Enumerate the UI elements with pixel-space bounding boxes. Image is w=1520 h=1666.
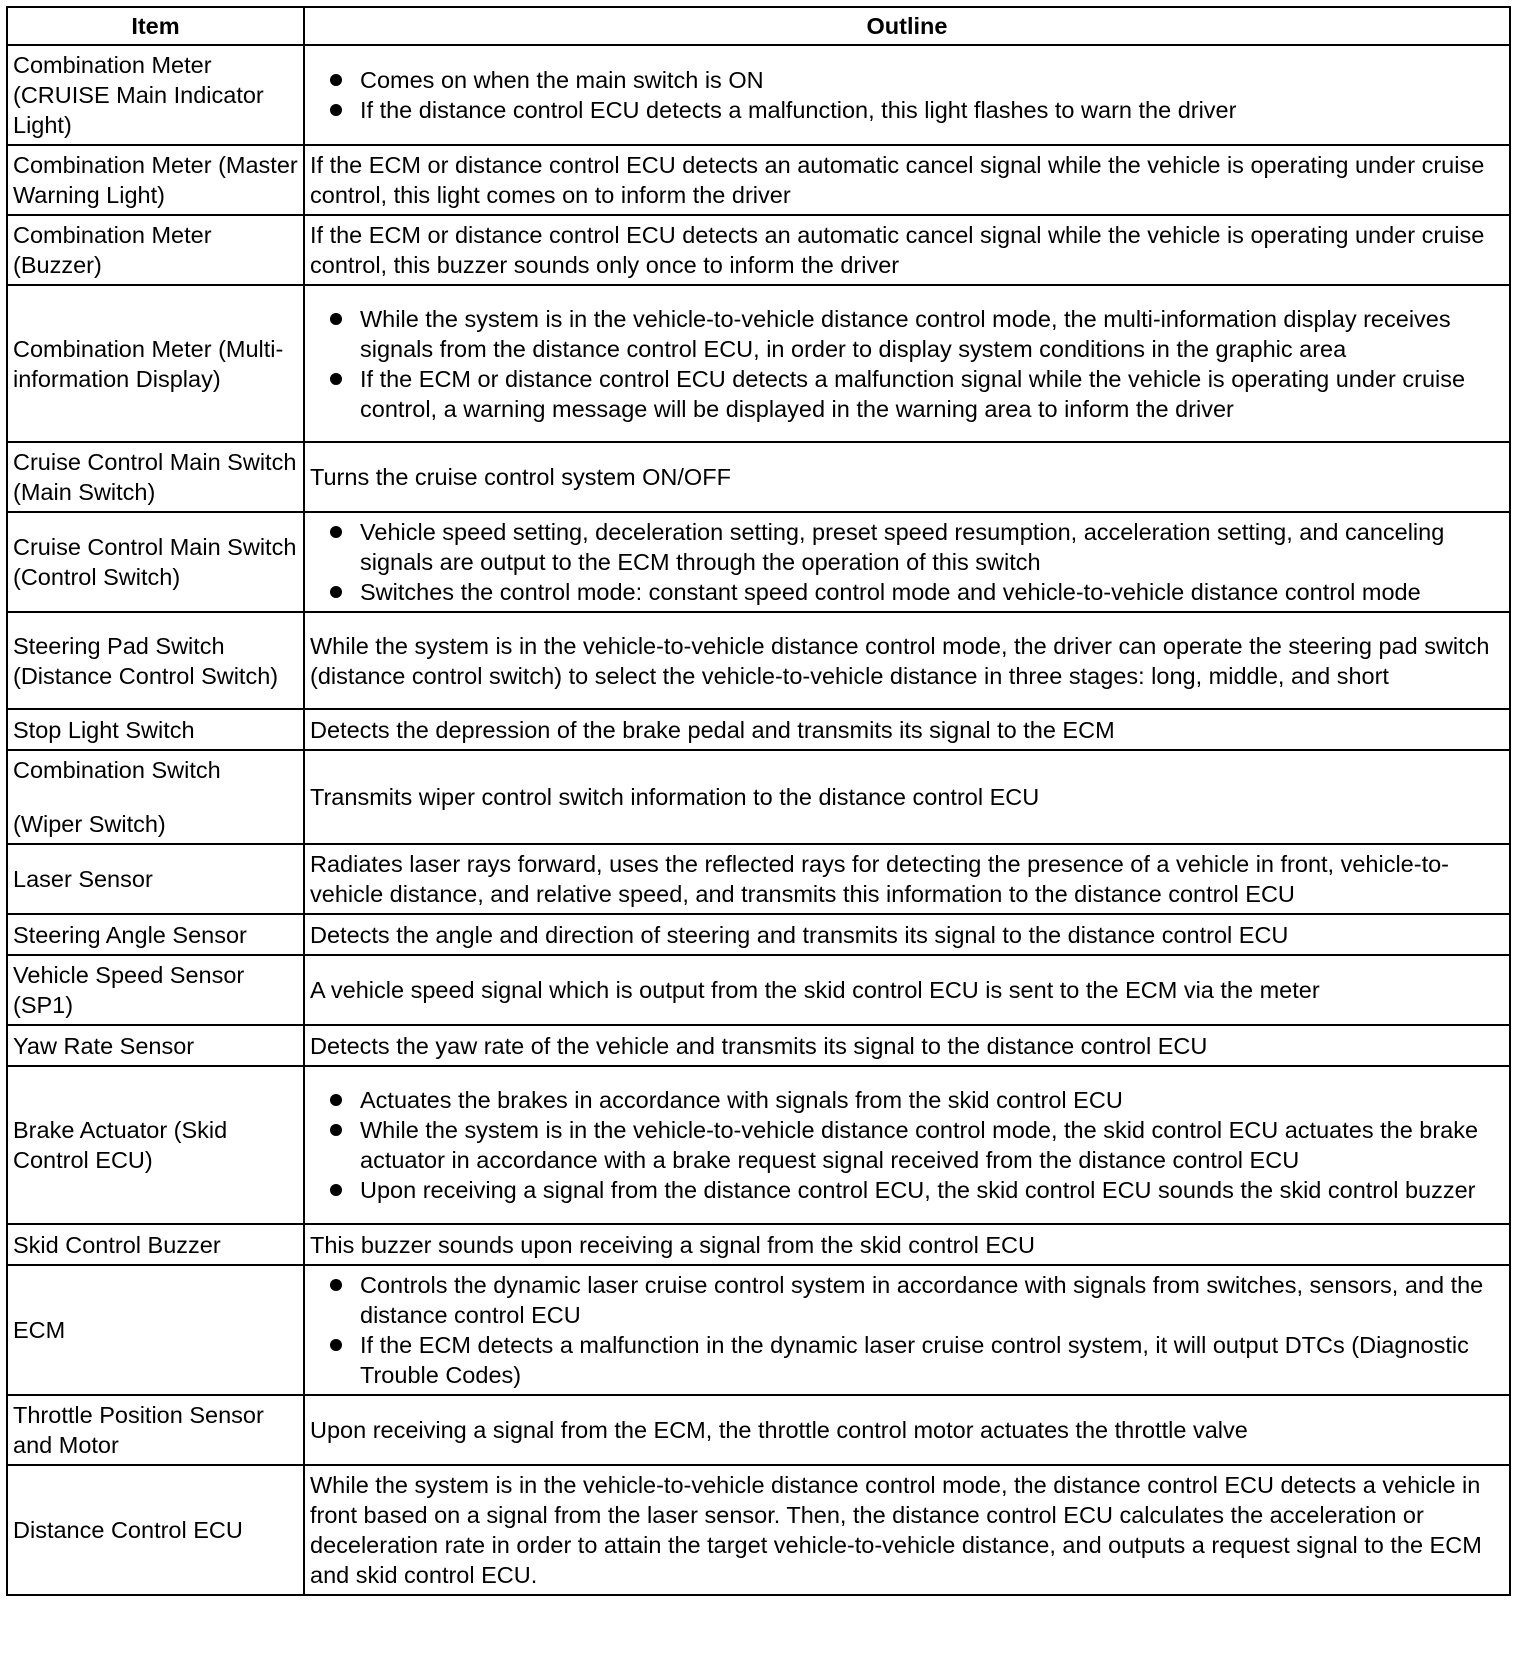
table-row <box>7 1265 1510 1395</box>
item-cell: ECM <box>7 1265 304 1395</box>
item-cell: Yaw Rate Sensor <box>7 1025 304 1066</box>
outline-column-header: Outline <box>304 7 1510 45</box>
table-row <box>7 844 1510 914</box>
bullet-icon <box>330 313 342 325</box>
bullet-icon <box>330 1094 342 1106</box>
table-row <box>7 1465 1510 1595</box>
bullet-item <box>310 517 1504 577</box>
outline-cell <box>304 45 1510 145</box>
bullet-list <box>310 1085 1504 1205</box>
item-cell: Laser Sensor <box>7 844 304 914</box>
bullet-list <box>310 1270 1504 1390</box>
bullet-item <box>310 364 1504 424</box>
outline-cell: Transmits wiper control switch information to the distance control ECU <box>304 750 1510 844</box>
outline-cell: While the system is in the vehicle-to-vehicle distance control mode, the distance control ECU detects a vehicle in front based on a signal from the laser sensor. Then, the distance control ECU calculates the acceleration or deceleration rate in order to attain the target vehicle-to-vehicle distance, and outputs a request signal to the ECM and skid control ECU. <box>304 1465 1510 1595</box>
outline-cell: Detects the yaw rate of the vehicle and transmits its signal to the distance control ECU <box>304 1025 1510 1066</box>
outline-cell <box>304 512 1510 612</box>
item-cell: Steering Angle Sensor <box>7 914 304 955</box>
outline-cell: If the ECM or distance control ECU detects an automatic cancel signal while the vehicle is operating under cruise control, this light comes on to inform the driver <box>304 145 1510 215</box>
table-row <box>7 285 1510 442</box>
item-cell: Combination Meter (CRUISE Main Indicator Light) <box>7 45 304 145</box>
item-cell: Steering Pad Switch (Distance Control Switch) <box>7 612 304 709</box>
table-row <box>7 1066 1510 1224</box>
item-cell: Cruise Control Main Switch (Control Switch) <box>7 512 304 612</box>
bullet-icon <box>330 1279 342 1291</box>
outline-cell: Upon receiving a signal from the ECM, the throttle control motor actuates the throttle valve <box>304 1395 1510 1465</box>
bullet-text: If the ECM or distance control ECU detects a malfunction signal while the vehicle is operating under cruise control, a warning message will be displayed in the warning area to inform the driver <box>360 365 1466 422</box>
item-cell: Combination Meter (Master Warning Light) <box>7 145 304 215</box>
outline-cell: Radiates laser rays forward, uses the reflected rays for detecting the presence of a vehicle in front, vehicle-to-vehicle distance, and relative speed, and transmits this information to the distance control ECU <box>304 844 1510 914</box>
bullet-text: If the distance control ECU detects a malfunction, this light flashes to warn the driver <box>360 97 1237 123</box>
table-row <box>7 215 1510 285</box>
bullet-item <box>310 1175 1504 1205</box>
bullet-text: While the system is in the vehicle-to-vehicle distance control mode, the skid control ECU actuates the brake actuator in accordance with a brake request signal received from the distance control ECU <box>360 1117 1479 1173</box>
bullet-list <box>310 304 1504 424</box>
table-row <box>7 750 1510 844</box>
outline-cell: If the ECM or distance control ECU detects an automatic cancel signal while the vehicle is operating under cruise control, this buzzer sounds only once to inform the driver <box>304 215 1510 285</box>
bullet-text: While the system is in the vehicle-to-vehicle distance control mode, the multi-information display receives signals from the distance control ECU, in order to display system conditions in the graphic area <box>360 305 1451 362</box>
bullet-item <box>310 304 1504 364</box>
bullet-item <box>310 65 1504 95</box>
outline-cell: A vehicle speed signal which is output from the skid control ECU is sent to the ECM via the meter <box>304 955 1510 1025</box>
bullet-icon <box>330 373 342 385</box>
table-row <box>7 512 1510 612</box>
bullet-item <box>310 95 1504 125</box>
bullet-icon <box>330 104 342 116</box>
bullet-text: Vehicle speed setting, deceleration setting, preset speed resumption, acceleration setting, and canceling signals are output to the ECM through the operation of this switch <box>360 519 1445 575</box>
item-cell: Cruise Control Main Switch (Main Switch) <box>7 442 304 512</box>
bullet-icon <box>330 74 342 86</box>
item-cell: Combination Meter (Buzzer) <box>7 215 304 285</box>
bullet-text: If the ECM detects a malfunction in the dynamic laser cruise control system, it will output DTCs (Diagnostic Trouble Codes) <box>360 1332 1469 1388</box>
outline-cell: Turns the cruise control system ON/OFF <box>304 442 1510 512</box>
component-outline-table <box>6 6 1511 1596</box>
bullet-text: Comes on when the main switch is ON <box>360 67 764 93</box>
item-line: Combination Switch <box>13 757 221 783</box>
table-row <box>7 612 1510 709</box>
item-cell <box>7 750 304 844</box>
bullet-icon <box>330 1124 342 1136</box>
table-row <box>7 145 1510 215</box>
bullet-item <box>310 577 1504 607</box>
table-row <box>7 442 1510 512</box>
table-row <box>7 914 1510 955</box>
item-column-header: Item <box>7 7 304 45</box>
item-cell: Vehicle Speed Sensor (SP1) <box>7 955 304 1025</box>
table-row <box>7 1224 1510 1265</box>
bullet-list <box>310 517 1504 607</box>
bullet-text: Upon receiving a signal from the distance control ECU, the skid control ECU sounds the skid control buzzer <box>360 1177 1476 1203</box>
table-row <box>7 709 1510 750</box>
outline-cell: This buzzer sounds upon receiving a signal from the skid control ECU <box>304 1224 1510 1265</box>
table-row <box>7 45 1510 145</box>
bullet-item <box>310 1270 1504 1330</box>
item-cell: Throttle Position Sensor and Motor <box>7 1395 304 1465</box>
item-cell: Combination Meter (Multi-information Display) <box>7 285 304 442</box>
outline-cell <box>304 1066 1510 1224</box>
bullet-text: Controls the dynamic laser cruise control system in accordance with signals from switches, sensors, and the distance control ECU <box>360 1272 1484 1328</box>
table-row <box>7 1025 1510 1066</box>
table-row <box>7 955 1510 1025</box>
item-cell: Distance Control ECU <box>7 1465 304 1595</box>
table-header-row <box>7 7 1510 45</box>
bullet-icon <box>330 526 342 538</box>
bullet-icon <box>330 586 342 598</box>
outline-cell: Detects the angle and direction of steering and transmits its signal to the distance control ECU <box>304 914 1510 955</box>
outline-cell <box>304 1265 1510 1395</box>
item-line: (Wiper Switch) <box>13 811 166 837</box>
item-cell: Brake Actuator (Skid Control ECU) <box>7 1066 304 1224</box>
item-cell: Stop Light Switch <box>7 709 304 750</box>
bullet-icon <box>330 1339 342 1351</box>
bullet-list <box>310 65 1504 125</box>
bullet-item <box>310 1115 1504 1175</box>
outline-cell: Detects the depression of the brake pedal and transmits its signal to the ECM <box>304 709 1510 750</box>
bullet-item <box>310 1085 1504 1115</box>
bullet-text: Actuates the brakes in accordance with signals from the skid control ECU <box>360 1087 1123 1113</box>
bullet-text: Switches the control mode: constant speed control mode and vehicle-to-vehicle distance control mode <box>360 579 1421 605</box>
bullet-item <box>310 1330 1504 1390</box>
bullet-icon <box>330 1184 342 1196</box>
outline-cell <box>304 285 1510 442</box>
table-row <box>7 1395 1510 1465</box>
item-cell: Skid Control Buzzer <box>7 1224 304 1265</box>
outline-cell: While the system is in the vehicle-to-vehicle distance control mode, the driver can operate the steering pad switch (distance control switch) to select the vehicle-to-vehicle distance in three stages: long, middle, and short <box>304 612 1510 709</box>
